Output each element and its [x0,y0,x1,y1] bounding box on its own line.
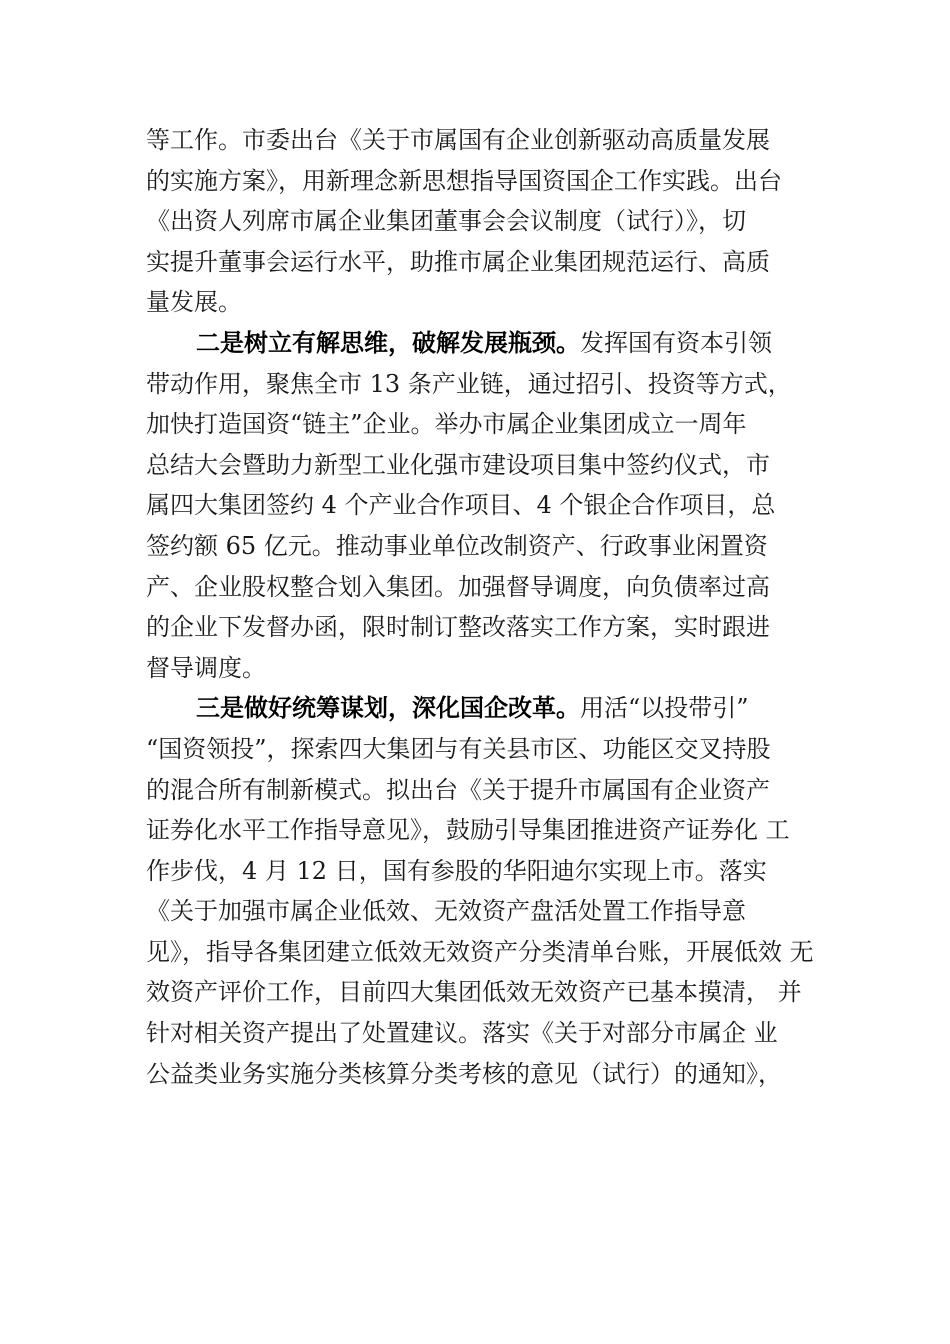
line-text: 《关于加强市属企业低效、无效资产盘活处置工作指导意 [146,897,746,926]
line-text: 加快打造国资“链主”企业。举办市属企业集团成立一周年 [146,410,747,439]
line-text: 证券化水平工作指导意见》，鼓励引导集团推进资产证券化 工 [146,816,790,845]
text-line [146,282,846,323]
line-text: 产、企业股权整合划入集团。加强督导调度，向负债率过高 [146,572,770,601]
text-line [146,891,846,932]
text-line [146,567,846,608]
paragraph-lead: 三是做好统筹谋划，深化国企改革。 [196,694,580,723]
line-text: 效资产评价工作，目前四大集团低效无效资产已基本摸清， 并 [146,978,802,1007]
line-text: 的企业下发督办函，限时制订整改落实工作方案，实时跟进 [146,613,770,642]
line-text: 《出资人列席市属企业集团董事会会议制度（试行）》，切 [146,207,746,236]
text-line [146,648,846,689]
text-line [146,485,846,526]
line-text: 针对相关资产提出了处置建议。落实《关于对部分市属企 业 [146,1019,778,1048]
line-text: “国资领投”，探索四大集团与有关县市区、功能区交叉持股 [146,734,771,763]
text-line [146,445,846,486]
line-text: 公益类业务实施分类核算分类考核的意见（试行）的通知》， [146,1059,782,1088]
line-text: 实提升董事会运行水平，助推市属企业集团规范运行、高质 [146,247,770,276]
paragraph-lead: 二是树立有解思维，破解发展瓶颈。 [196,328,580,357]
text-line [146,120,846,161]
text-line [146,607,846,648]
line-text: 发挥国有资本引领 [580,328,772,357]
text-line [146,770,846,811]
line-text: 签约额 65 亿元。推动事业单位改制资产、行政事业闲置资 [146,531,768,560]
line-text: 的混合所有制新模式。拟出台《关于提升市属国有企业资产 [146,775,770,804]
paragraph-start-line [146,323,846,364]
text-line [146,526,846,567]
paragraph-start-line [146,688,846,729]
line-text: 等工作。市委出台《关于市属国有企业创新驱动高质量发展 [146,126,770,154]
line-text: 总结大会暨助力新型工业化强市建设项目集中签约仪式，市 [146,450,770,479]
line-text: 量发展。 [146,288,242,317]
text-line [146,404,846,445]
text-line [146,729,846,770]
text-line [146,972,846,1013]
text-line [146,161,846,202]
body-text [146,120,846,1094]
text-line [146,364,846,405]
line-text: 属四大集团签约 4 个产业合作项目、4 个银企合作项目，总 [146,491,776,520]
text-line [146,851,846,892]
line-text: 用活“以投带引” [580,694,749,723]
line-text: 作步伐，4 月 12 日，国有参股的华阳迪尔实现上市。落实 [146,856,767,885]
text-line [146,810,846,851]
line-text: 的实施方案》，用新理念新思想指导国资国企工作实践。出台 [146,166,782,195]
text-line [146,201,846,242]
text-line [146,1013,846,1054]
line-text: 带动作用，聚焦全市 13 条产业链，通过招引、投资等方式， [146,369,792,398]
line-text: 督导调度。 [146,653,266,682]
text-line [146,242,846,283]
text-line [146,1054,846,1095]
text-line [146,932,846,973]
line-text: 见》，指导各集团建立低效无效资产分类清单台账，开展低效 无 [146,937,814,966]
